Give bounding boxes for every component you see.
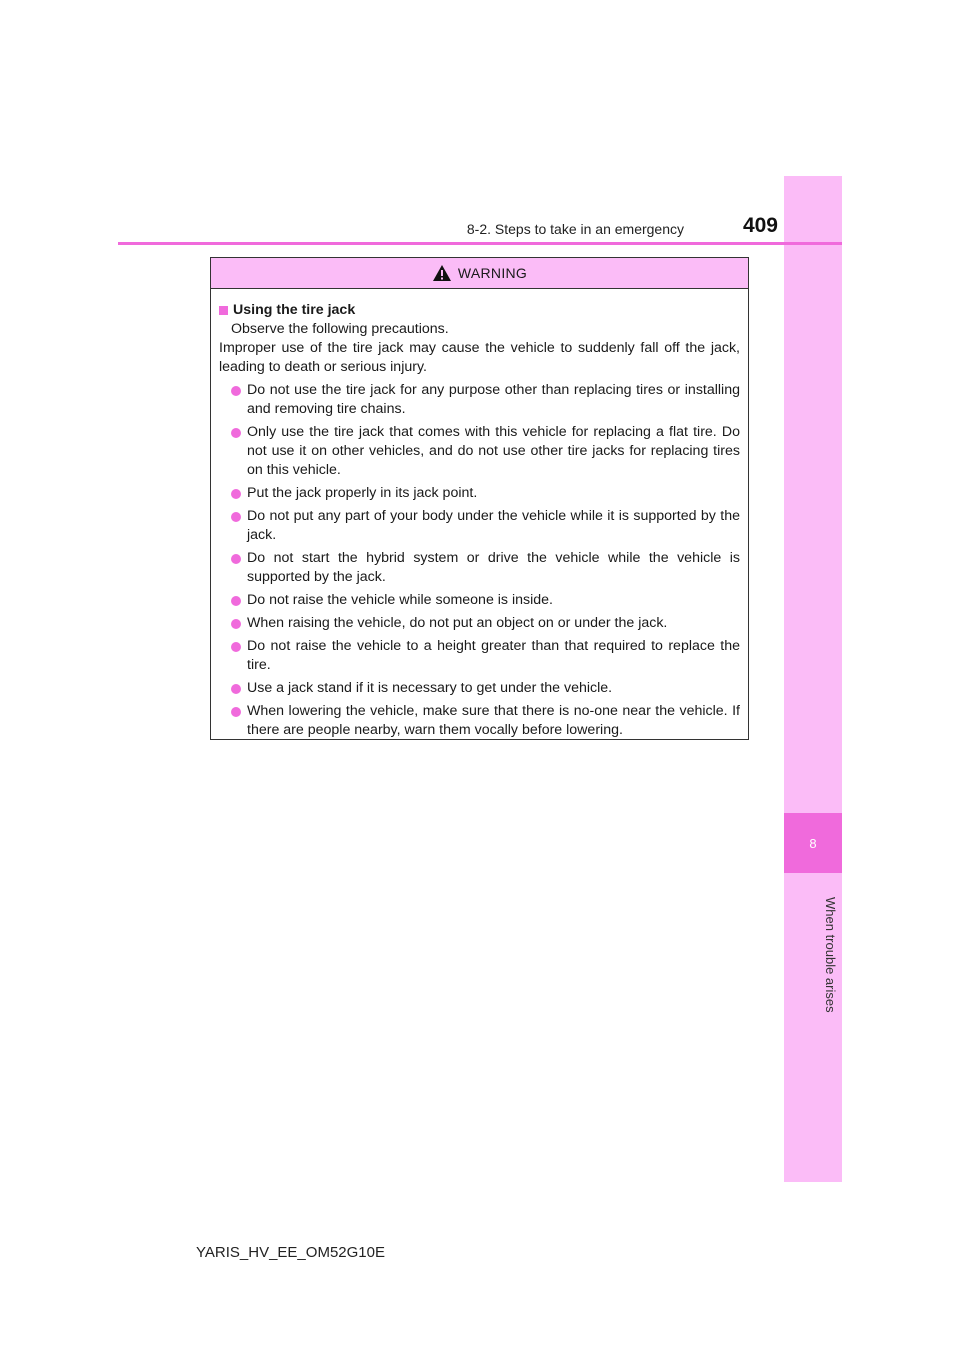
list-item: Do not use the tire jack for any purpose other than replacing tires or installing and removing tire chains. — [231, 381, 740, 419]
list-item: Do not start the hybrid system or drive the vehicle while the vehicle is supported by the jack. — [231, 549, 740, 587]
list-item: Use a jack stand if it is necessary to get under the vehicle. — [231, 679, 740, 698]
square-bullet-icon — [219, 306, 228, 315]
bullet-dot-icon — [231, 489, 241, 499]
bullet-dot-icon — [231, 707, 241, 717]
list-item: Only use the tire jack that comes with this vehicle for replacing a flat tire. Do not use it on other vehicles, and do not use other tire jacks for replacing tires on this vehicle. — [231, 423, 740, 480]
section-title: 8-2. Steps to take in an emergency — [466, 221, 684, 237]
warning-body — [211, 289, 748, 740]
warning-triangle-icon — [432, 264, 452, 282]
list-item: Do not raise the vehicle while someone is inside. — [231, 591, 740, 610]
chapter-title: When trouble arises — [823, 897, 838, 1013]
header-rule — [118, 242, 842, 245]
warning-intro — [219, 320, 740, 377]
bullet-dot-icon — [231, 428, 241, 438]
intro-line-2: Improper use of the tire jack may cause the vehicle to suddenly fall off the jack, leading to death or serious injury. — [219, 340, 740, 375]
page-number: 409 — [742, 214, 778, 237]
bullet-dot-icon — [231, 596, 241, 606]
list-item: When raising the vehicle, do not put an object on or under the jack. — [231, 614, 740, 633]
list-item: Do not raise the vehicle to a height greater than that required to replace the tire. — [231, 637, 740, 675]
bullet-dot-icon — [231, 386, 241, 396]
warning-box — [210, 257, 749, 740]
bullet-dot-icon — [231, 642, 241, 652]
warning-subheading — [219, 301, 740, 320]
side-chapter-tab — [784, 176, 842, 1182]
chapter-number: 8 — [784, 813, 842, 873]
warning-header — [211, 258, 748, 289]
bullet-dot-icon — [231, 554, 241, 564]
bullet-dot-icon — [231, 684, 241, 694]
subheading-text: Using the tire jack — [233, 302, 356, 318]
list-item: Do not put any part of your body under the vehicle while it is supported by the jack. — [231, 507, 740, 545]
list-item: Put the jack properly in its jack point. — [231, 484, 740, 503]
bullet-dot-icon — [231, 619, 241, 629]
precautions-list — [219, 381, 740, 740]
list-item: When lowering the vehicle, make sure that there is no-one near the vehicle. If there are people nearby, warn them vocally before lowering. — [231, 702, 740, 740]
document-code: YARIS_HV_EE_OM52G10E — [196, 1244, 385, 1261]
warning-label: WARNING — [457, 265, 528, 281]
intro-line-1: Observe the following precautions. — [231, 321, 449, 337]
bullet-dot-icon — [231, 512, 241, 522]
